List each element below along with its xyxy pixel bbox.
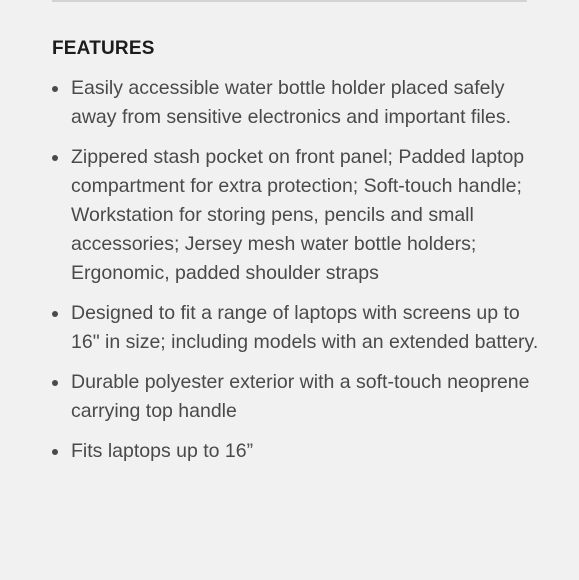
feature-item bbox=[52, 437, 542, 466]
bullet-icon bbox=[52, 155, 58, 161]
bullet-icon bbox=[52, 86, 58, 92]
feature-item bbox=[52, 368, 542, 426]
feature-item bbox=[52, 299, 542, 357]
section-divider bbox=[52, 0, 527, 2]
feature-item bbox=[52, 74, 542, 132]
bullet-icon bbox=[52, 449, 58, 455]
features-heading: FEATURES bbox=[52, 38, 155, 59]
feature-text: Durable polyester exterior with a soft-touch neoprene carrying top handle bbox=[71, 371, 530, 422]
feature-text: Fits laptops up to 16” bbox=[71, 440, 254, 462]
feature-item bbox=[52, 143, 542, 288]
feature-text: Easily accessible water bottle holder placed safely away from sensitive electronics and important files. bbox=[71, 77, 512, 128]
features-list bbox=[52, 74, 542, 477]
feature-text: Designed to fit a range of laptops with screens up to 16" in size; including models with an extended battery. bbox=[71, 302, 539, 353]
bullet-icon bbox=[52, 311, 58, 317]
feature-text: Zippered stash pocket on front panel; Padded laptop compartment for extra protection; Soft-touch handle; Workstation for storing pens, pencils and small accessories; Jersey mesh water bottle holders; Ergonomic, padded shoulder straps bbox=[71, 146, 525, 284]
bullet-icon bbox=[52, 380, 58, 386]
